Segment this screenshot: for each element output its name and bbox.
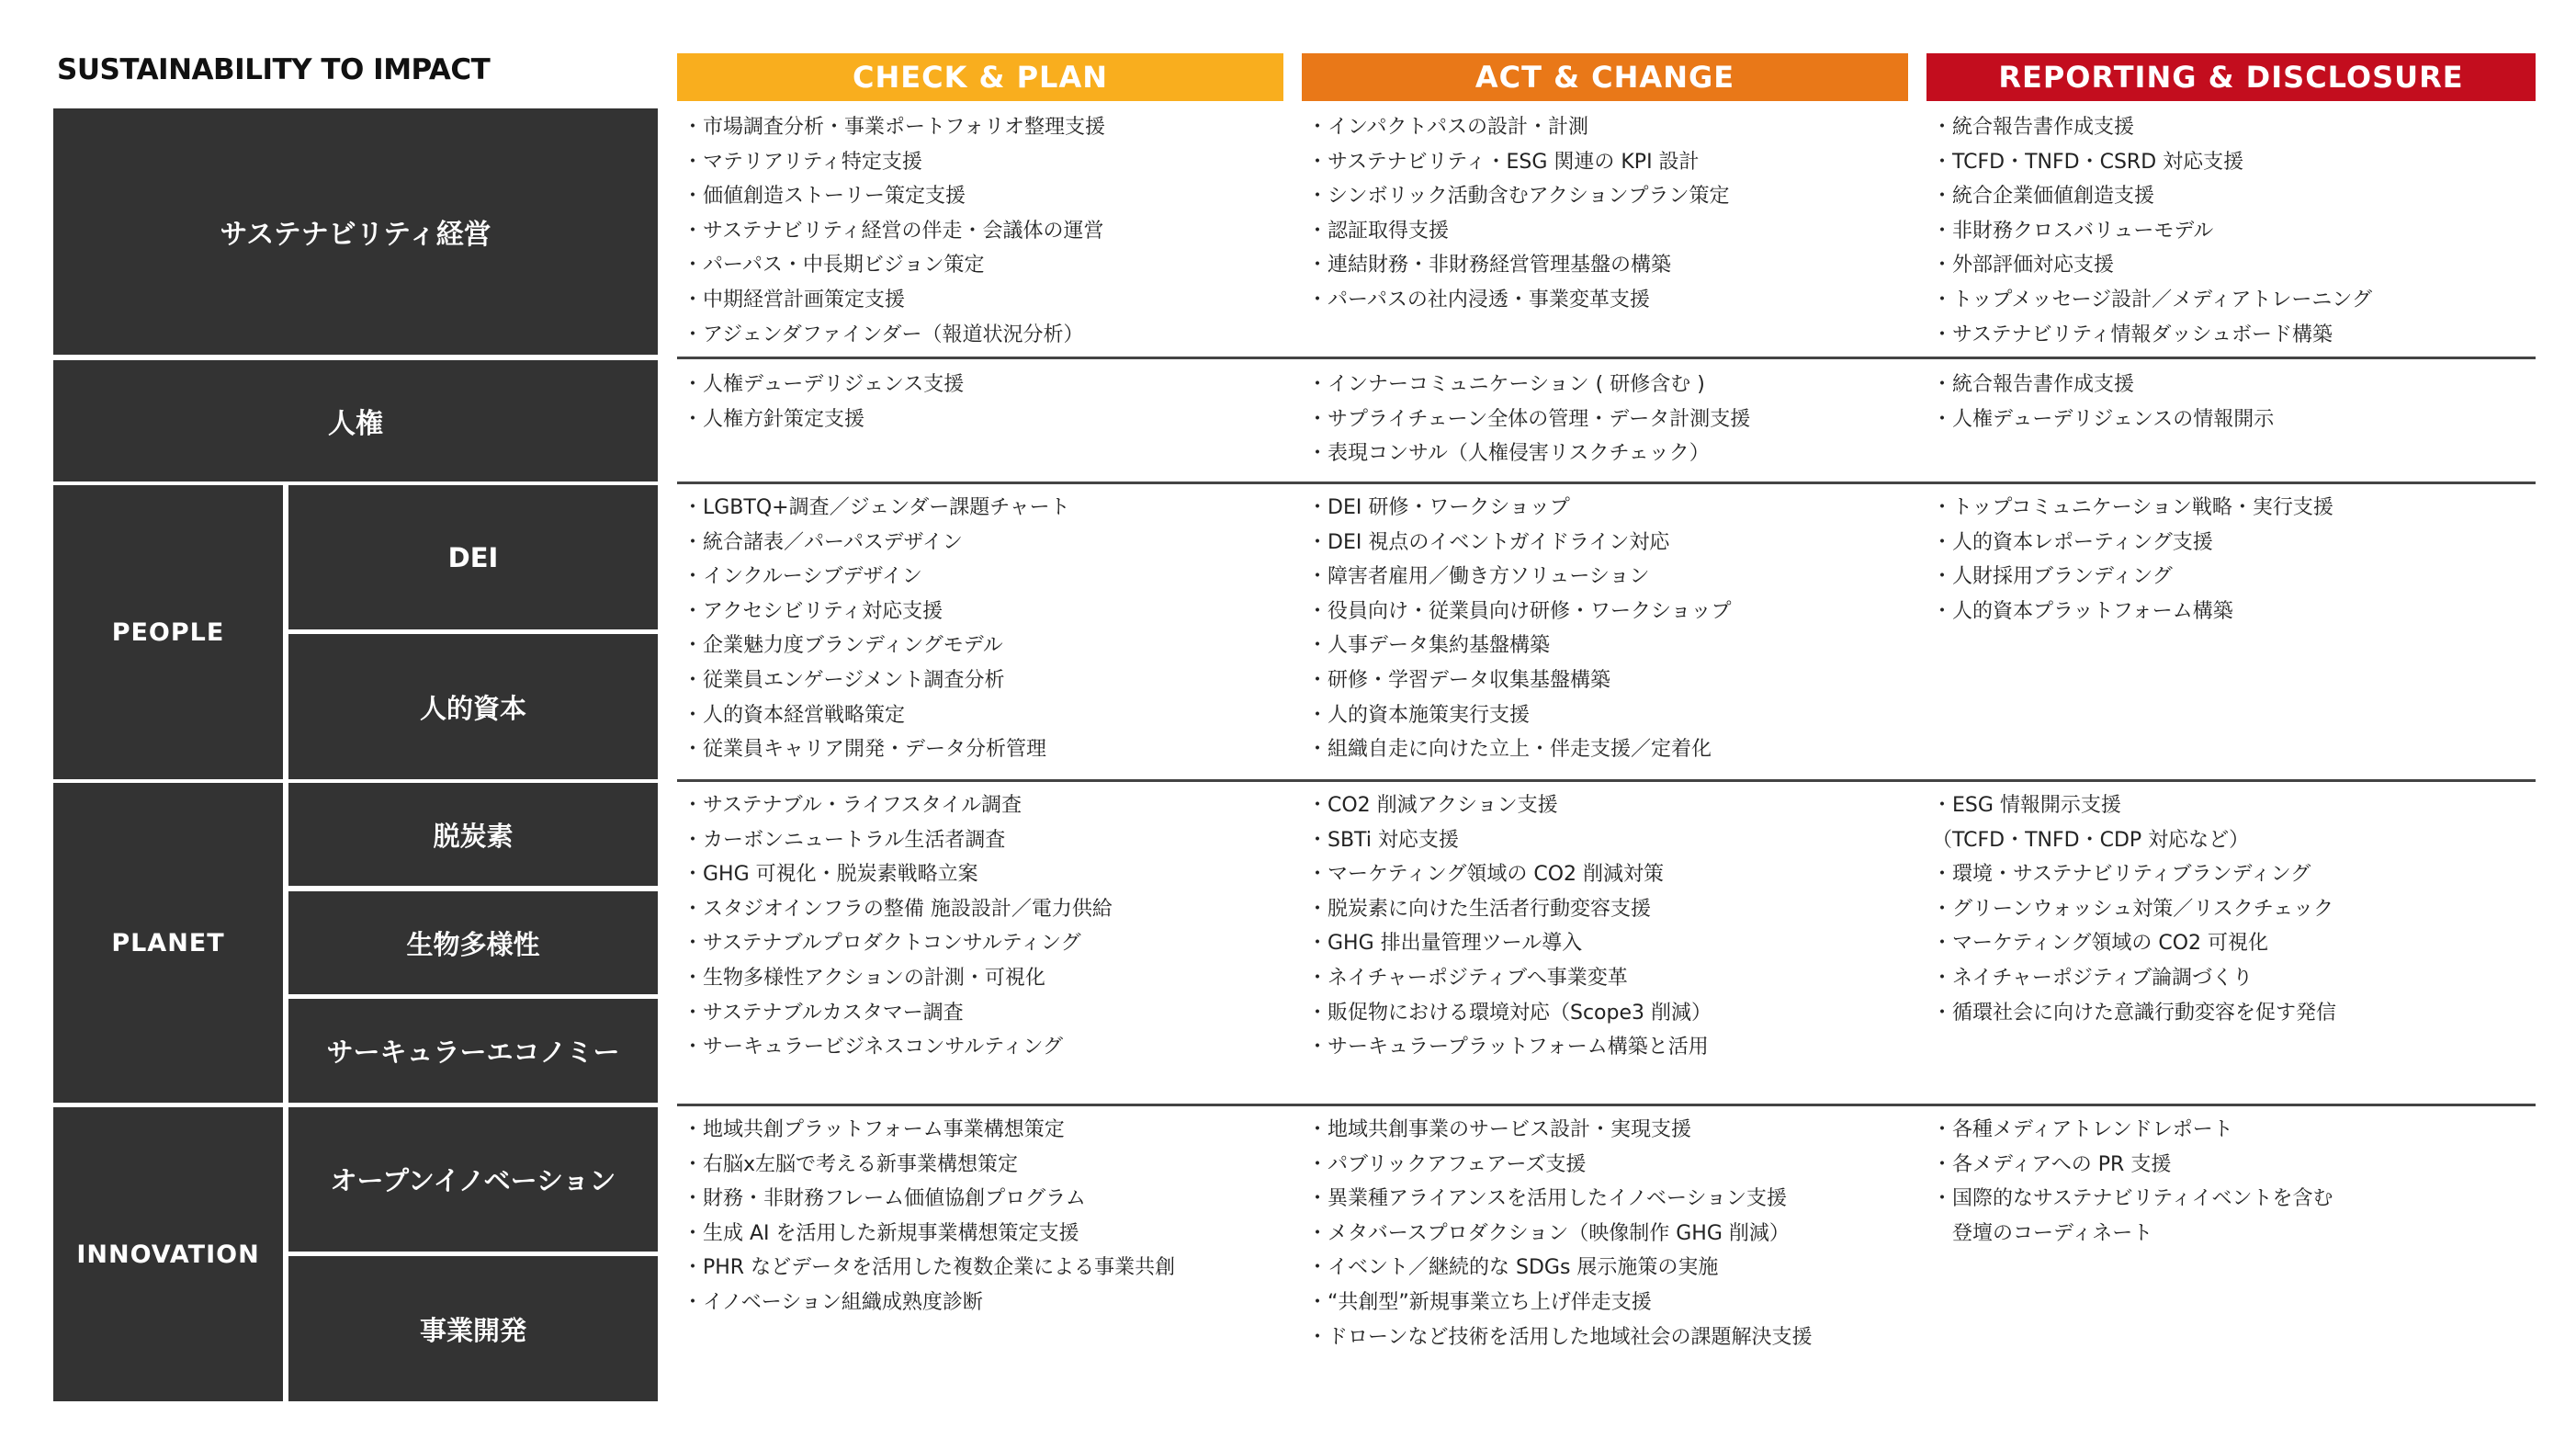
list-item: ・財務・非財務フレーム価値協創プログラム: [683, 1187, 1086, 1211]
header-check-plan: CHECK & PLAN: [677, 53, 1283, 101]
cell-sustainability-report: [1932, 110, 2520, 352]
page-title: SUSTAINABILITY TO IMPACT: [57, 53, 491, 86]
list-item: ・GHG 可視化・脱炭素戦略立案: [683, 863, 978, 887]
list-item: ・サプライチェーン全体の管理・データ計測支援: [1307, 407, 1751, 431]
list-item: ・認証取得支援: [1307, 219, 1450, 243]
category-circular-economy: サーキュラーエコノミー: [288, 999, 658, 1103]
list-item: ・アクセシビリティ対応支援: [683, 599, 943, 623]
list-item: ・マーケティング領域の CO2 可視化: [1932, 932, 2269, 956]
list-item: ・マーケティング領域の CO2 削減対策: [1307, 863, 1665, 887]
list-item: ・LGBTQ+調査／ジェンダー課題チャート: [683, 496, 1070, 519]
list-item: ・右脳x左脳で考える新事業構想策定: [683, 1152, 1019, 1176]
list-item: ・サステナブルカスタマー調査: [683, 1001, 964, 1025]
list-item: ・従業員エンゲージメント調査分析: [683, 668, 1005, 692]
list-item: ・研修・学習データ収集基盤構築: [1307, 668, 1611, 692]
list-item: ・従業員キャリア開発・データ分析管理: [683, 738, 1047, 762]
list-item: ・地域共創プラットフォーム事業構想策定: [683, 1118, 1065, 1141]
list-item: ・DEI 研修・ワークショップ: [1307, 496, 1570, 519]
list-item: ・生成 AI を活用した新規事業構想策定支援: [683, 1221, 1079, 1245]
list-item: ・統合報告書作成支援: [1932, 373, 2135, 396]
list-item: ・ESG 情報開示支援: [1932, 794, 2121, 817]
list-item: ・販促物における環境対応（Scope3 削減）: [1307, 1001, 1712, 1025]
cell-innovation-act: [1307, 1113, 1895, 1354]
list-item: ・組織自走に向けた立上・伴走支援／定着化: [1307, 738, 1712, 762]
list-item: ・サステナビリティ情報ダッシュボード構築: [1932, 323, 2333, 346]
list-item: ・マテリアリティ特定支援: [683, 150, 922, 174]
list-item: ・統合報告書作成支援: [1932, 116, 2135, 139]
category-human-capital: 人的資本: [288, 634, 658, 779]
list-item: ・メタバースプロダクション（映像制作 GHG 削減）: [1307, 1221, 1790, 1245]
list-item: ・非財務クロスバリューモデル: [1932, 219, 2214, 243]
list-item: ・市場調査分析・事業ポートフォリオ整理支援: [683, 116, 1106, 139]
row-divider: [677, 779, 2536, 782]
list-item: ・サーキュラープラットフォーム構築と活用: [1307, 1036, 1709, 1059]
header-act-change: ACT & CHANGE: [1302, 53, 1908, 101]
list-item: ・インナーコミュニケーション ( 研修含む ): [1307, 373, 1705, 396]
cell-sustainability-act: [1307, 110, 1895, 318]
list-item: ・役員向け・従業員向け研修・ワークショップ: [1307, 599, 1732, 623]
cell-people-check: [683, 491, 1271, 767]
category-sustainability-management: サステナビリティ経営: [53, 108, 658, 355]
list-item: ・パーパス・中長期ビジョン策定: [683, 254, 985, 278]
list-item: ・各メディアへの PR 支援: [1932, 1152, 2172, 1176]
category-dei: DEI: [288, 485, 658, 629]
list-item: ・GHG 排出量管理ツール導入: [1307, 932, 1583, 956]
category-decarbonization: 脱炭素: [288, 783, 658, 886]
cell-innovation-check: [683, 1113, 1271, 1320]
list-item: ・環境・サステナビリティブランディング: [1932, 863, 2311, 887]
cell-innovation-report: [1932, 1113, 2520, 1251]
list-item: ・人権方針策定支援: [683, 407, 865, 431]
list-item: ・イベント／継続的な SDGs 展示施策の実施: [1307, 1256, 1719, 1280]
list-item: ・人的資本施策実行支援: [1307, 703, 1531, 727]
category-business-development: 事業開発: [288, 1256, 658, 1401]
list-item: ・統合企業価値創造支援: [1932, 185, 2155, 209]
list-item: ・サステナビリティ・ESG 関連の KPI 設計: [1307, 150, 1700, 174]
list-item: ・SBTi 対応支援: [1307, 828, 1459, 852]
list-item: ・サーキュラービジネスコンサルティング: [683, 1036, 1064, 1059]
cell-planet-report: [1932, 788, 2520, 1030]
list-item: ・各種メディアトレンドレポート: [1932, 1118, 2233, 1141]
list-item: ・脱炭素に向けた生活者行動変容支援: [1307, 897, 1652, 921]
list-item: ・DEI 視点のイベントガイドライン対応: [1307, 530, 1670, 554]
list-item: ・異業種アライアンスを活用したイノベーション支援: [1307, 1187, 1788, 1211]
cell-planet-act: [1307, 788, 1895, 1065]
list-item: ・企業魅力度ブランディングモデル: [683, 634, 1003, 658]
list-item: ・人的資本レポーティング支援: [1932, 530, 2213, 554]
row-divider: [677, 1104, 2536, 1106]
header-reporting-disclosure: REPORTING & DISCLOSURE: [1926, 53, 2536, 101]
list-item: 登壇のコーディネート: [1932, 1221, 2153, 1245]
category-innovation: INNOVATION: [53, 1107, 283, 1401]
list-item: ・人事データ集約基盤構築: [1307, 634, 1551, 658]
cell-human-rights-act: [1307, 368, 1895, 471]
list-item: ・中期経営計画策定支援: [683, 288, 906, 312]
list-item: ・統合諸表／パーパスデザイン: [683, 530, 963, 554]
list-item: ・国際的なサステナビリティイベントを含む: [1932, 1187, 2333, 1211]
list-item: ・インクルーシブデザイン: [683, 565, 922, 589]
cell-human-rights-report: [1932, 368, 2520, 436]
list-item: ・人権デューデリジェンス支援: [683, 373, 965, 396]
list-item: ・ネイチャーポジティブ論調づくり: [1932, 966, 2254, 990]
list-item: ・TCFD・TNFD・CSRD 対応支援: [1932, 150, 2244, 174]
list-item: ・スタジオインフラの整備 施設設計／電力供給: [683, 897, 1113, 921]
cell-human-rights-check: [683, 368, 1271, 436]
cell-people-report: [1932, 491, 2520, 629]
list-item: ・地域共創事業のサービス設計・実現支援: [1307, 1118, 1692, 1141]
cell-planet-check: [683, 788, 1271, 1065]
list-item: ・カーボンニュートラル生活者調査: [683, 828, 1006, 852]
list-item: ・PHR などデータを活用した複数企業による事業共創: [683, 1256, 1176, 1280]
cell-sustainability-check: [683, 110, 1271, 352]
cell-people-act: [1307, 491, 1895, 767]
list-item: ・トップコミュニケーション戦略・実行支援: [1932, 496, 2333, 519]
list-item: ・人権デューデリジェンスの情報開示: [1932, 407, 2275, 431]
list-item: ・外部評価対応支援: [1932, 254, 2115, 278]
list-item: ・インパクトパスの設計・計測: [1307, 116, 1589, 139]
list-item: ・価値創造ストーリー策定支援: [683, 185, 966, 209]
list-item: ・ドローンなど技術を活用した地域社会の課題解決支援: [1307, 1325, 1813, 1349]
list-item: ・CO2 削減アクション支援: [1307, 794, 1558, 817]
list-item: ・表現コンサル（人権侵害リスクチェック）: [1307, 442, 1710, 466]
category-people: PEOPLE: [53, 485, 283, 779]
list-item: ・生物多様性アクションの計測・可視化: [683, 966, 1045, 990]
list-item: ・パブリックアフェアーズ支援: [1307, 1152, 1587, 1176]
list-item: ・障害者雇用／働き方ソリューション: [1307, 565, 1650, 589]
category-human-rights: 人権: [53, 360, 658, 481]
list-item: ・人的資本経営戦略策定: [683, 703, 906, 727]
category-biodiversity: 生物多様性: [288, 891, 658, 994]
row-divider: [677, 357, 2536, 359]
list-item: ・パーパスの社内浸透・事業変革支援: [1307, 288, 1650, 312]
list-item: ・人的資本プラットフォーム構築: [1932, 599, 2233, 623]
list-item: ・アジェンダファインダー（報道状況分析）: [683, 323, 1084, 346]
list-item: ・グリーンウォッシュ対策／リスクチェック: [1932, 897, 2334, 921]
list-item: ・シンボリック活動含むアクションプラン策定: [1307, 185, 1730, 209]
list-item: ・サステナブル・ライフスタイル調査: [683, 794, 1022, 817]
list-item: ・循環社会に向けた意識行動変容を促す発信: [1932, 1001, 2337, 1025]
list-item: （TCFD・TNFD・CDP 対応など）: [1932, 828, 2250, 852]
category-planet: PLANET: [53, 783, 283, 1103]
list-item: ・ネイチャーポジティブへ事業変革: [1307, 966, 1628, 990]
list-item: ・人財採用ブランディング: [1932, 565, 2173, 589]
list-item: ・イノベーション組織成熟度診断: [683, 1290, 983, 1314]
list-item: ・サステナブルプロダクトコンサルティング: [683, 932, 1081, 956]
list-item: ・トップメッセージ設計／メディアトレーニング: [1932, 288, 2372, 312]
list-item: ・サステナビリティ経営の伴走・会議体の運営: [683, 219, 1104, 243]
list-item: ・連結財務・非財務経営管理基盤の構築: [1307, 254, 1672, 278]
row-divider: [677, 481, 2536, 484]
category-open-innovation: オープンイノベーション: [288, 1107, 658, 1252]
list-item: ・“共創型”新規事業立ち上げ伴走支援: [1307, 1290, 1652, 1314]
